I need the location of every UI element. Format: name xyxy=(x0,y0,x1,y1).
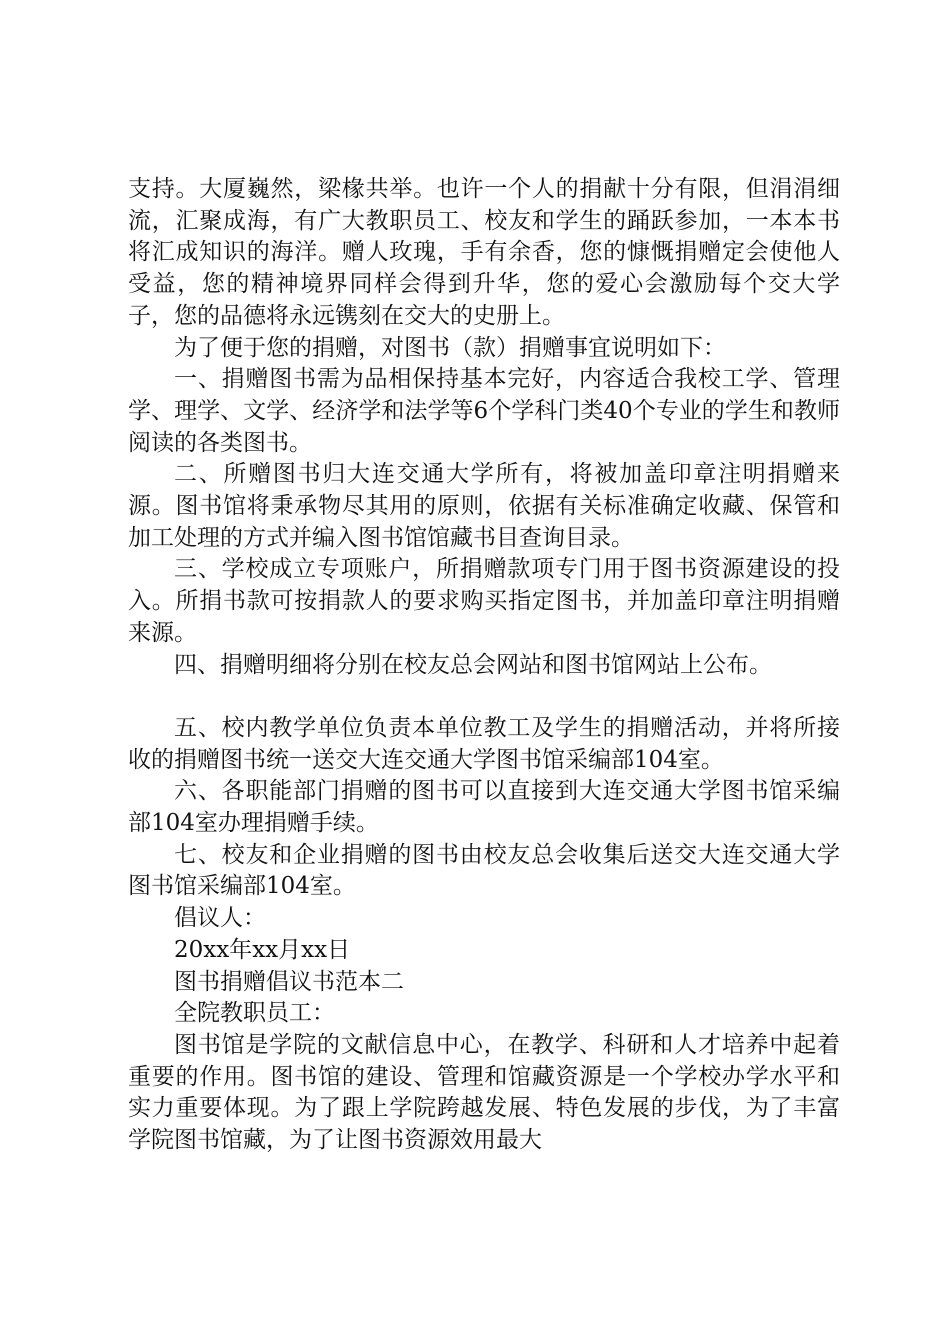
paragraph-item-6: 六、各职能部门捐赠的图书可以直接到大连交通大学图书馆采编部104室办理捐赠手续。 xyxy=(128,778,840,837)
section-title-sample-two: 图书捐赠倡议书范本二 xyxy=(174,968,404,995)
salutation: 全院教职员工： xyxy=(174,1000,335,1027)
blank-line xyxy=(128,681,840,713)
paragraph-explanation-lead: 为了便于您的捐赠，对图书（款）捐赠事宜说明如下： xyxy=(174,334,726,361)
proposer-label: 倡议人： xyxy=(174,905,266,932)
paragraph-item-5: 五、校内教学单位负责本单位教工及学生的捐赠活动，并将所接收的捐赠图书统一送交大连交通大学图书馆采编部104室。 xyxy=(128,714,840,773)
document-body xyxy=(128,174,840,1157)
paragraph-item-2: 二、所赠图书归大连交通大学所有，将被加盖印章注明捐赠来源。图书馆将秉承物尽其用的原则，依据有关标准确定收藏、保管和加工处理的方式并编入图书馆馆藏书目查询目录。 xyxy=(128,461,840,551)
paragraph-item-7: 七、校友和企业捐赠的图书由校友总会收集后送交大连交通大学图书馆采编部104室。 xyxy=(128,841,840,900)
date-line: 20xx年xx月xx日 xyxy=(174,936,351,963)
paragraph-item-1: 一、捐赠图书需为品相保持基本完好，内容适合我校工学、管理学、理学、文学、经济学和法学等6个学科门类40个专业的学生和教师阅读的各类图书。 xyxy=(128,366,840,456)
paragraph-library-intro: 图书馆是学院的文献信息中心，在教学、科研和人才培养中起着重要的作用。图书馆的建设、管理和馆藏资源是一个学校办学水平和实力重要体现。为了跟上学院跨越发展、特色发展的步伐，为了丰富学院图书馆藏，为了让图书资源效用最大 xyxy=(128,1031,840,1154)
paragraph-intro-continuation: 支持。大厦巍然，梁椽共举。也许一个人的捐献十分有限，但涓涓细流，汇聚成海，有广大教职员工、校友和学生的踊跃参加，一本本书将汇成知识的海洋。赠人玫瑰，手有余香，您的慷慨捐赠定会使他人受益，您的精神境界同样会得到升华，您的爱心会激励每个交大学子，您的品德将永远镌刻在交大的史册上。 xyxy=(128,176,840,329)
paragraph-item-4: 四、捐赠明细将分别在校友总会网站和图书馆网站上公布。 xyxy=(174,651,772,678)
paragraph-item-3: 三、学校成立专项账户，所捐赠款项专门用于图书资源建设的投入。所捐书款可按捐款人的要求购买指定图书，并加盖印章注明捐赠来源。 xyxy=(128,556,840,646)
